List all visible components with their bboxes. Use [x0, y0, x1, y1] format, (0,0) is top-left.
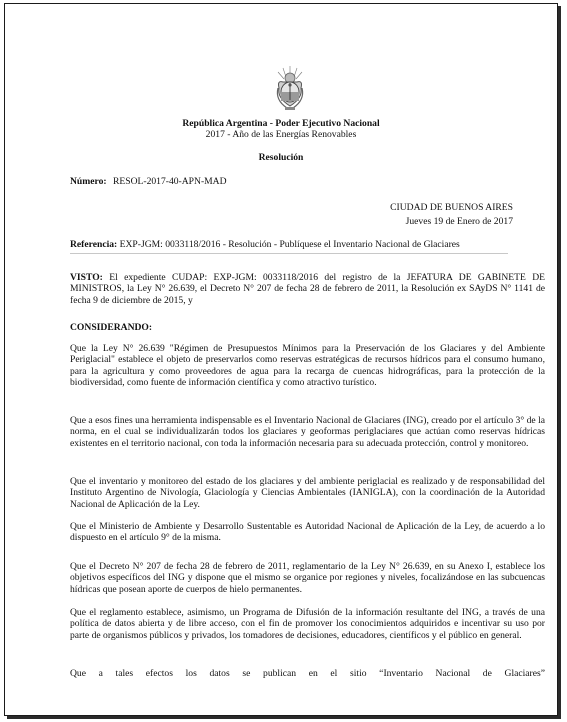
document-page — [4, 3, 558, 716]
paragraph: Que el inventario y monitoreo del estado de los glaciares y del ambiente periglacial es realizado y de responsabilidad del Instituto Argentino de Nivología, Glaciología y Ciencias Ambientales (IANIGLA), con la coordinación de la Autoridad Nacional de Aplicación de la Ley. — [70, 476, 545, 510]
paragraph: Que la Ley N° 26.639 "Régimen de Presupuestos Mínimos para la Preservación de los Glaciares y del Ambiente Periglacial" establece el objeto de preservarlos como reservas estratégicas de recursos hídricos para el consumo humano, para la agricultura y como proveedores de agua para la recarga de cuencas hidrográficas, para la protección de la biodiversidad, como fuente de información científica y como atractivo turístico. — [70, 343, 545, 388]
government-title: República Argentina - Poder Ejecutivo Nacional — [182, 118, 380, 129]
number-value: RESOL-2017-40-APN-MAD — [113, 176, 227, 187]
paragraph: Que a esos fines una herramienta indispensable es el Inventario Nacional de Glaciares (ING), creado por el artículo 3° de la norma, en el cual se individualizarán todos los glaciares y geoformas periglaciares que actúan como reservas hídricas existentes en el territorio nacional, con toda la información necesaria para su adecuada protección, control y monitoreo. — [70, 415, 545, 449]
reference — [70, 239, 460, 250]
visto-label: VISTO: — [70, 272, 103, 283]
paragraph: Que el reglamento establece, asimismo, un Programa de Difusión de la información resultante del ING, a través de una política de datos abierta y de libre acceso, con el fin de promover los conocimientos adquiridos e incentivar su uso por parte de organismos públicos y privados, los tomadores de decisiones, educadores, científicos y el público en general. — [70, 607, 545, 641]
visto-text: El expediente CUDAP: EXP-JGM: 0033118/2016 del registro de la JEFATURA DE GABINETE DE MINISTROS, la Ley N° 26.639, el Decreto N° 207 de fecha 28 de febrero de 2011, la Resolución ex SAyDS N° 1141 de fecha 9 de diciembre de 2015, y — [70, 272, 545, 306]
resolution-number — [70, 176, 227, 187]
divider — [70, 253, 508, 254]
city: CIUDAD DE BUENOS AIRES — [390, 202, 513, 213]
coat-of-arms-icon — [273, 64, 307, 112]
reference-label: Referencia: — [70, 239, 118, 250]
paragraph: Que el Ministerio de Ambiente y Desarrollo Sustentable es Autoridad Nacional de Aplicación de la Ley, de acuerdo a lo dispuesto en el artículo 9° de la misma. — [70, 521, 545, 544]
document-type: Resolución — [258, 152, 304, 163]
year-motto: 2017 - Año de las Energías Renovables — [205, 129, 357, 140]
reference-value: EXP-JGM: 0033118/2016 - Resolución - Publíquese el Inventario Nacional de Glaciares — [119, 239, 460, 250]
paragraph: Que a tales efectos los datos se publican en el sitio “Inventario Nacional de Glaciares” — [70, 668, 545, 679]
paragraph: Que el Decreto N° 207 de fecha 28 de febrero de 2011, reglamentario de la Ley N° 26.639, en su Anexo I, establece los objetivos específicos del ING y dispone que el mismo se organice por regiones y niveles, focalizándose en las subcuencas hídricas que posean aporte de cuerpos de hielo permanentes. — [70, 561, 545, 595]
considerando-heading: CONSIDERANDO: — [70, 322, 153, 333]
date: Jueves 19 de Enero de 2017 — [405, 216, 513, 227]
visto-paragraph — [70, 272, 545, 306]
number-label: Número: — [70, 176, 107, 187]
